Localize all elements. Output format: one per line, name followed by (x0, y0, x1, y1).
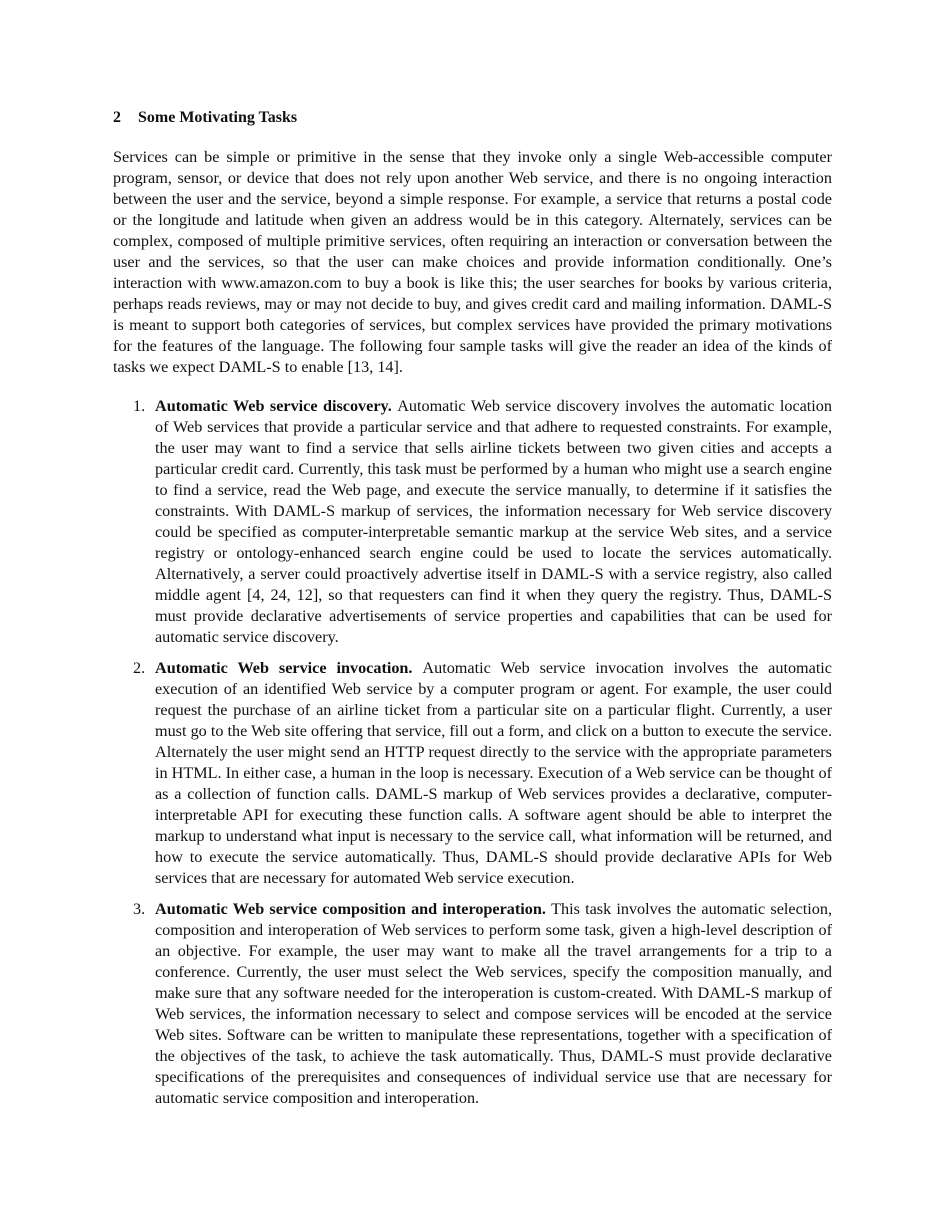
section-number: 2 (113, 109, 121, 126)
intro-paragraph: Services can be simple or primitive in the sense that they invoke only a single Web-accessible computer program, sensor, or device that does not rely upon another Web service, and there is no ongoing interaction between the user and the service, beyond a simple response. For example, a service that returns a postal code or the longitude and latitude when given an address would be in this category. Alternately, services can be complex, composed of multiple primitive services, often requiring an interaction or conversation between the user and the services, so that the user can make choices and provide information conditionally. One’s interaction with www.amazon.com to buy a book is like this; the user searches for books by various criteria, perhaps reads reviews, may or may not decide to buy, and gives credit card and mailing information. DAML-S is meant to support both categories of services, but complex services have provided the primary motivations for the features of the language. The following four sample tasks will give the reader an idea of the kinds of tasks we expect DAML-S to enable [13, 14]. (113, 148, 832, 376)
task-title: Automatic Web service discovery. (155, 397, 398, 415)
task-body: This task involves the automatic selection, composition and interoperation of Web services to perform some task, given a high-level description of an objective. For example, the user may want to make all the travel arrangements for a trip to a conference. Currently, the user must select the Web services, specify the composition manually, and make sure that any software needed for the interoperation is custom-created. With DAML-S markup of Web services, the information necessary to select and compose services will be encoded at the service Web sites. Software can be written to manipulate these representations, together with a specification of the objectives of the task, to achieve the task automatically. Thus, DAML-S must provide declarative specifications of the prerequisites and consequences of individual service use that are necessary for automatic service composition and interoperation. (155, 900, 832, 1107)
task-body: Automatic Web service invocation involves the automatic execution of an identified Web service by a computer program or agent. For example, the user could request the purchase of an airline ticket from a particular site on a particular flight. Currently, a user must go to the Web site offering that service, fill out a form, and click on a button to execute the service. Alternately the user might send an HTTP request directly to the service with the appropriate parameters in HTML. In either case, a human in the loop is necessary. Execution of a Web service can be thought of as a collection of function calls. DAML-S markup of Web services provides a declarative, computer-interpretable API for executing these function calls. A software agent should be able to interpret the markup to understand what input is necessary to the service call, what information will be returned, and how to execute the service automatically. Thus, DAML-S should provide declarative APIs for Web services that are necessary for automated Web service execution. (155, 659, 832, 887)
task-item-composition (113, 899, 832, 1109)
section-title: Some Motivating Tasks (138, 109, 298, 126)
task-body: Automatic Web service discovery involves the automatic location of Web services that provide a particular service and that adhere to requested constraints. For example, the user may want to find a service that sells airline tickets between two given cities and accepts a particular credit card. Currently, this task must be performed by a human who might use a search engine to find a service, read the Web page, and execute the service manually, to determine if it satisfies the constraints. With DAML-S markup of services, the information necessary for Web service discovery could be specified as computer-interpretable semantic markup at the service Web sites, and a service registry or ontology-enhanced search engine could be used to locate the services automatically. Alternatively, a server could proactively advertise itself in DAML-S with a service registry, also called middle agent [4, 24, 12], so that requesters can find it when they query the registry. Thus, DAML-S must provide declarative advertisements of service properties and capabilities that can be used for automatic service discovery. (155, 397, 832, 646)
task-item-invocation (113, 658, 832, 889)
task-list (113, 396, 832, 1109)
task-title: Automatic Web service composition and interoperation. (155, 900, 552, 918)
task-item-discovery (113, 396, 832, 648)
task-marker: 2. (133, 659, 146, 677)
task-title: Automatic Web service invocation. (155, 659, 423, 677)
task-marker: 3. (133, 900, 146, 918)
task-marker: 1. (133, 397, 146, 415)
section-heading (113, 107, 297, 128)
